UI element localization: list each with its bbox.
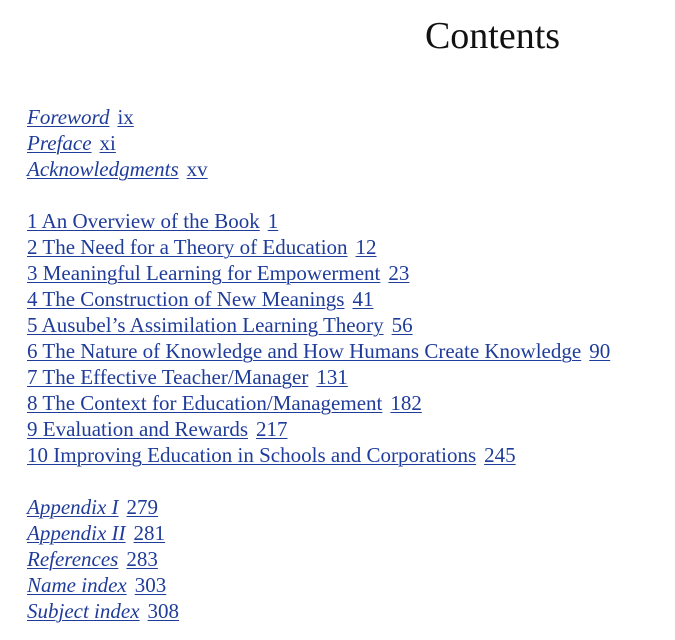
toc-entry-label: Name index [27, 573, 127, 597]
toc-page-number: xi [99, 131, 116, 155]
toc-link-chapter-9[interactable] [27, 417, 288, 441]
list-item [27, 520, 667, 546]
list-item [27, 104, 667, 130]
toc-link-chapter-1[interactable] [27, 209, 278, 233]
toc-entry-label: 8 The Context for Education/Management [27, 391, 383, 415]
toc-link-preface[interactable] [27, 131, 116, 155]
toc-page-number: 217 [256, 417, 288, 441]
toc-entry-label: 7 The Effective Teacher/Manager [27, 365, 309, 389]
toc-entry-label: 5 Ausubel’s Assimilation Learning Theory [27, 313, 384, 337]
toc-link-appendix-i[interactable] [27, 495, 158, 519]
back-matter-list [27, 494, 667, 624]
toc-link-chapter-7[interactable] [27, 365, 348, 389]
toc-page-number: 182 [390, 391, 422, 415]
toc-link-chapter-2[interactable] [27, 235, 377, 259]
list-item [27, 338, 667, 364]
toc-entry-label: Subject index [27, 599, 140, 623]
toc-link-acknowledgments[interactable] [27, 157, 208, 181]
list-item [27, 234, 667, 260]
toc-link-chapter-10[interactable] [27, 443, 516, 467]
list-item [27, 442, 667, 468]
toc-entry-label: Appendix I [27, 495, 119, 519]
toc-link-chapter-3[interactable] [27, 261, 409, 285]
toc-entry-label: 3 Meaningful Learning for Empowerment [27, 261, 381, 285]
toc-page-number: ix [117, 105, 134, 129]
toc-page-number: 303 [134, 573, 167, 597]
toc-page-number: 1 [267, 209, 279, 233]
list-item [27, 130, 667, 156]
toc-entry-label: 10 Improving Education in Schools and Corporations [27, 443, 477, 467]
toc-entry-label: 9 Evaluation and Rewards [27, 417, 249, 441]
table-of-contents [27, 104, 667, 624]
list-item [27, 208, 667, 234]
list-item [27, 364, 667, 390]
list-item [27, 598, 667, 624]
toc-entry-label: 2 The Need for a Theory of Education [27, 235, 348, 259]
list-item [27, 390, 667, 416]
list-item [27, 312, 667, 338]
toc-page-number: 281 [133, 521, 166, 545]
toc-page-number: 90 [589, 339, 611, 363]
toc-entry-label: Foreword [27, 105, 110, 129]
toc-link-subject-index[interactable] [27, 599, 179, 623]
toc-page-number: 56 [391, 313, 413, 337]
toc-page-number: 245 [484, 443, 516, 467]
toc-entry-label: Preface [27, 131, 92, 155]
toc-page-number: 131 [316, 365, 348, 389]
list-item [27, 260, 667, 286]
toc-link-chapter-4[interactable] [27, 287, 373, 311]
toc-page-number: xv [186, 157, 208, 181]
list-item [27, 494, 667, 520]
list-item [27, 546, 667, 572]
toc-page-number: 12 [355, 235, 377, 259]
toc-link-foreword[interactable] [27, 105, 134, 129]
chapter-list [27, 208, 667, 468]
front-matter-list [27, 104, 667, 182]
toc-page-number: 283 [126, 547, 158, 571]
toc-page-number: 23 [388, 261, 410, 285]
toc-link-name-index[interactable] [27, 573, 166, 597]
toc-entry-label: 1 An Overview of the Book [27, 209, 260, 233]
toc-entry-label: Appendix II [27, 521, 126, 545]
toc-link-chapter-8[interactable] [27, 391, 422, 415]
toc-entry-label: Acknowledgments [27, 157, 179, 181]
toc-link-appendix-ii[interactable] [27, 521, 165, 545]
page-title: Contents [424, 15, 561, 57]
toc-entry-label: 4 The Construction of New Meanings [27, 287, 345, 311]
list-item [27, 286, 667, 312]
toc-entry-label: References [27, 547, 119, 571]
toc-page-number: 308 [147, 599, 180, 623]
toc-page-number: 41 [352, 287, 374, 311]
toc-entry-label: 6 The Nature of Knowledge and How Humans Create Knowledge [27, 339, 582, 363]
toc-link-references[interactable] [27, 547, 158, 571]
list-item [27, 572, 667, 598]
list-item [27, 416, 667, 442]
toc-link-chapter-6[interactable] [27, 339, 610, 363]
toc-link-chapter-5[interactable] [27, 313, 413, 337]
toc-page-number: 279 [126, 495, 159, 519]
list-item [27, 156, 667, 182]
